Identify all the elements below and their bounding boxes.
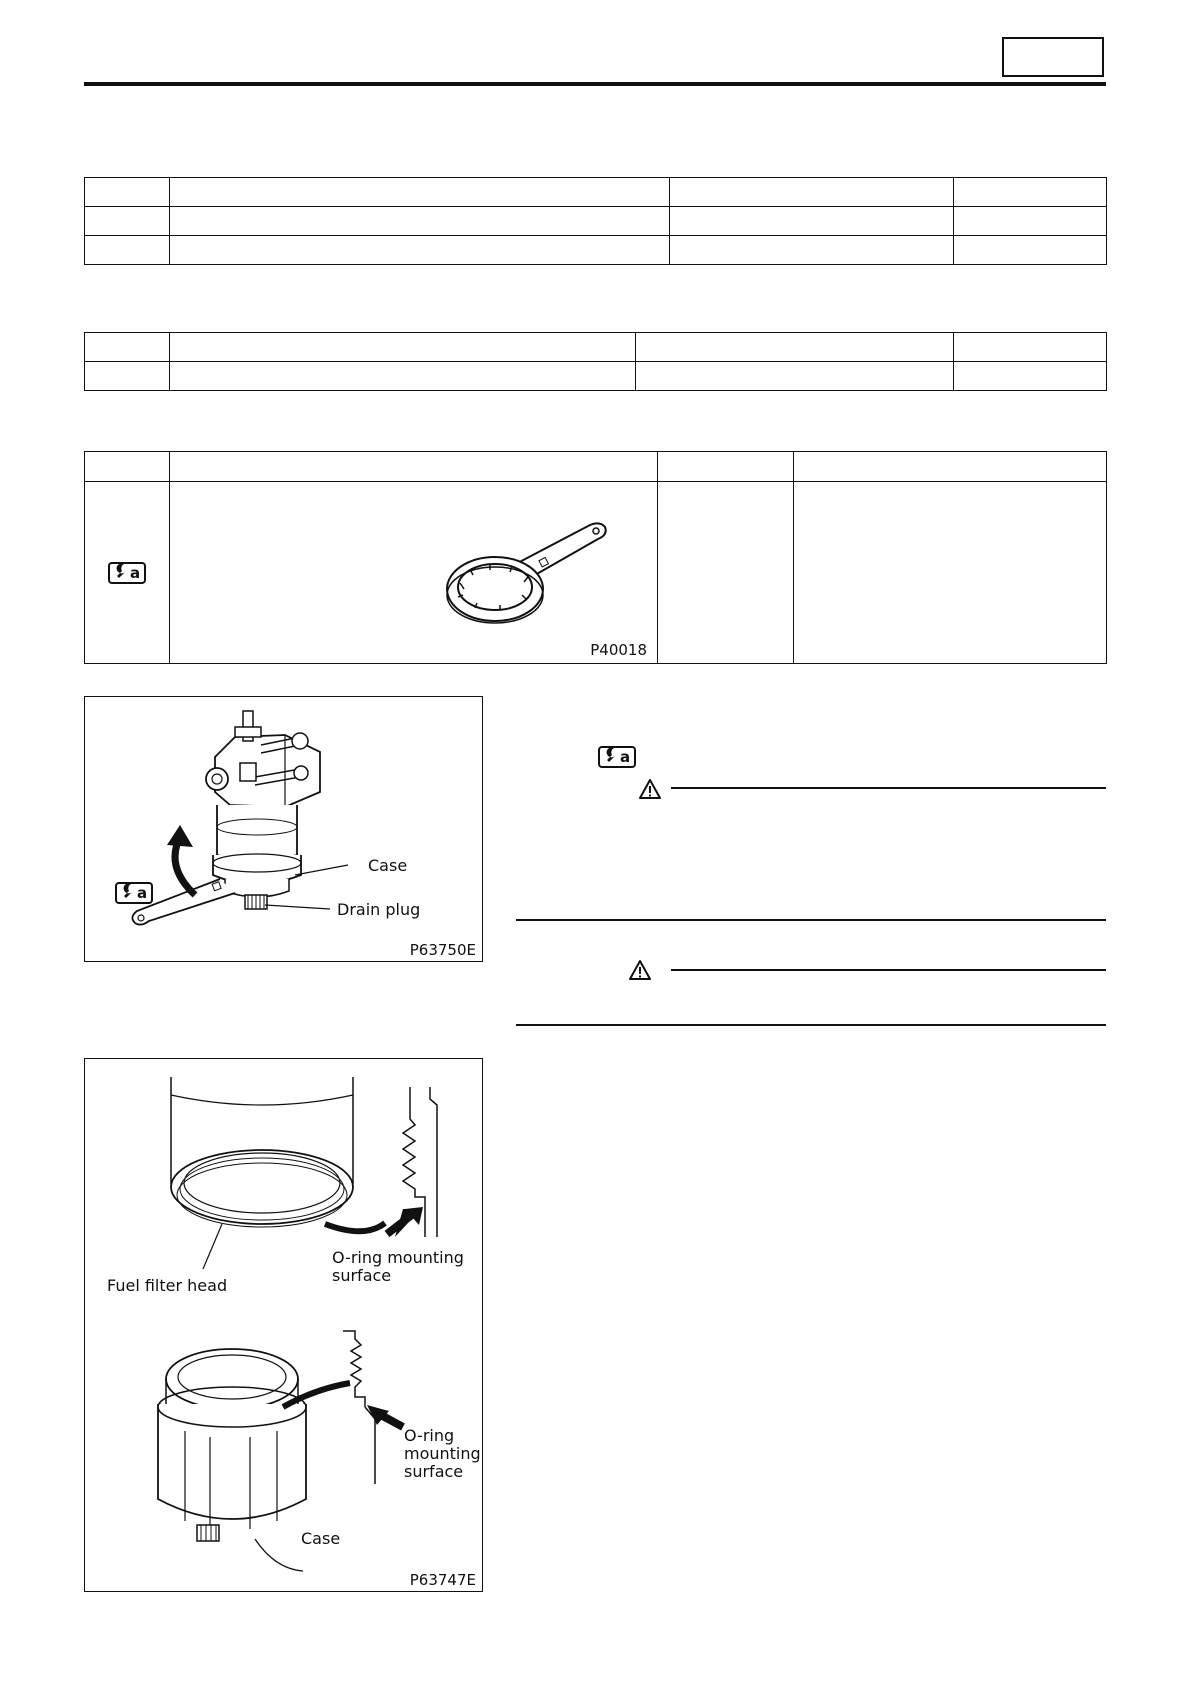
label-oring-upper	[332, 1249, 464, 1285]
label-oring-lower-line1: O-ring	[404, 1426, 455, 1445]
page-section-tab	[1002, 37, 1104, 77]
tool-figure-cell	[170, 482, 658, 664]
label-drain-plug: Drain plug	[337, 900, 421, 919]
label-oring-lower	[404, 1427, 481, 1481]
warning-rule-2	[671, 969, 1106, 971]
fuel-filter-head-and-case-illustration	[85, 1059, 484, 1593]
label-case-lower: Case	[301, 1529, 341, 1548]
table-row	[85, 333, 1107, 362]
wrench-icon	[121, 883, 135, 903]
warning-icon	[638, 778, 662, 804]
step-tool-symbol-letter: a	[620, 748, 631, 766]
header-rule	[84, 82, 1106, 86]
figure-code: P63747E	[409, 1571, 476, 1589]
fuel-filter-assembly-illustration	[85, 697, 484, 963]
tool-symbol-cell	[85, 482, 170, 664]
step-tool-symbol-badge	[598, 746, 636, 768]
figure-tool-symbol-letter: a	[137, 884, 148, 902]
filter-wrench-illustration	[440, 517, 620, 627]
figure-code: P63750E	[409, 941, 476, 959]
table-row	[85, 482, 1107, 664]
label-fuel-filter-head: Fuel filter head	[107, 1276, 228, 1295]
label-oring-upper-line2: surface	[332, 1266, 392, 1285]
wrench-icon	[114, 563, 128, 583]
spec-table-1	[84, 177, 1107, 265]
warning-rule-1	[671, 787, 1106, 789]
label-oring-lower-line3: surface	[404, 1462, 464, 1481]
figure-tool-symbol-badge	[115, 882, 153, 904]
warning-icon	[628, 959, 652, 985]
tool-symbol-badge	[108, 562, 146, 584]
tool-figure-code: P40018	[590, 641, 647, 659]
figure-filter-removal	[84, 696, 483, 962]
special-tool-table	[84, 451, 1107, 664]
section-divider-2	[516, 1024, 1106, 1026]
table-row	[85, 207, 1107, 236]
label-case: Case	[368, 856, 408, 875]
table-row	[85, 236, 1107, 265]
section-divider-1	[516, 919, 1106, 921]
label-oring-upper-line1: O-ring mounting	[332, 1248, 464, 1267]
figure-oring-surfaces	[84, 1058, 483, 1592]
label-oring-lower-line2: mounting	[404, 1444, 481, 1463]
table-row	[85, 362, 1107, 391]
table-row	[85, 178, 1107, 207]
table-row	[85, 452, 1107, 482]
wrench-icon	[604, 747, 618, 767]
spec-table-2	[84, 332, 1107, 391]
tool-symbol-letter: a	[129, 563, 141, 582]
